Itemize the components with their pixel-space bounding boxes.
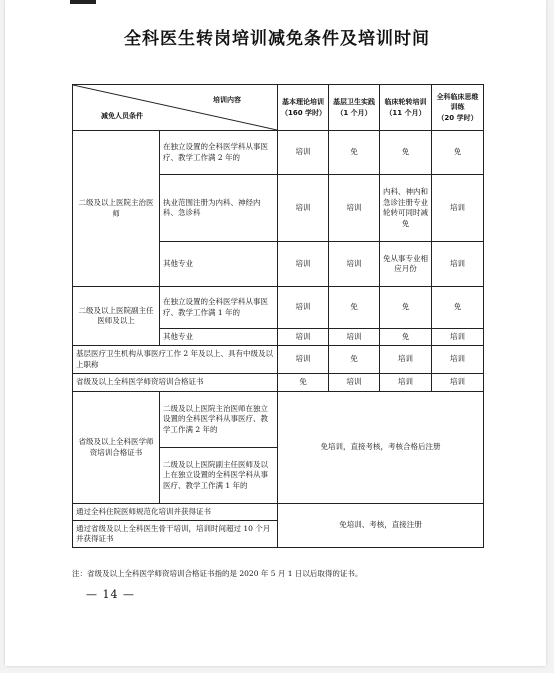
cell-thinking: 免 — [432, 287, 484, 329]
condition-cell: 二级及以上医院主治医师在独立设置的全科医学科从事医疗、教学工作满 2 年的 — [160, 392, 278, 448]
cell-rotation: 免 — [380, 131, 432, 175]
group-label: 二级及以上医院主治医师 — [73, 131, 160, 287]
diagonal-line — [73, 85, 277, 130]
cell-rotation: 免 — [380, 329, 432, 346]
header-reduction-conditions: 减免人员条件 — [101, 111, 143, 120]
cell-grassroots: 培训 — [329, 329, 380, 346]
diagonal-header-cell — [73, 85, 278, 131]
condition-cell: 省级及以上全科医学师资培训合格证书 — [73, 374, 278, 392]
table-footnote: 注：省级及以上全科医学师资培训合格证书指的是 2020 年 5 月 1 日以后取得的证书。 — [72, 569, 363, 578]
merged-result-cell: 免培训，直接考核，考核合格后注册 — [278, 392, 484, 504]
cell-theory: 培训 — [278, 287, 329, 329]
table-row — [73, 131, 484, 175]
condition-cell: 通过全科住院医师规范化培训并获得证书 — [73, 504, 278, 521]
table-row — [73, 346, 484, 374]
group-label: 省级及以上全科医学师资培训合格证书 — [73, 392, 160, 504]
cell-grassroots: 免 — [329, 346, 380, 374]
table-row — [73, 374, 484, 392]
condition-cell: 基层医疗卫生机构从事医疗工作 2 年及以上、具有中级及以上职称 — [73, 346, 278, 374]
condition-cell: 在独立设置的全科医学科从事医疗、教学工作满 2 年的 — [160, 131, 278, 175]
header-row — [73, 85, 484, 131]
cell-theory: 培训 — [278, 131, 329, 175]
cell-rotation: 培训 — [380, 374, 432, 392]
cell-rotation: 免从事专业相应月份 — [380, 242, 432, 287]
table-row — [73, 392, 484, 448]
cell-rotation: 培训 — [380, 346, 432, 374]
cell-thinking: 培训 — [432, 374, 484, 392]
condition-cell: 执业范围注册为内科、神经内科、急诊科 — [160, 175, 278, 242]
cell-theory: 培训 — [278, 346, 329, 374]
cell-grassroots: 免 — [329, 287, 380, 329]
condition-cell: 其他专业 — [160, 242, 278, 287]
cell-thinking: 培训 — [432, 346, 484, 374]
merged-result-cell: 免培训、考核，直接注册 — [278, 504, 484, 548]
cell-grassroots: 免 — [329, 131, 380, 175]
cell-thinking: 培训 — [432, 329, 484, 346]
col-header-grassroots: 基层卫生实践 （1 个月） — [329, 85, 380, 131]
cell-grassroots: 培训 — [329, 242, 380, 287]
cell-grassroots: 培训 — [329, 175, 380, 242]
group-label: 二级及以上医院副主任医师及以上 — [73, 287, 160, 346]
reduction-table — [72, 84, 484, 548]
condition-cell: 二级及以上医院副主任医师及以上在独立设置的全科医学科从事医疗、教学工作满 1 年的 — [160, 448, 278, 504]
cell-thinking: 免 — [432, 131, 484, 175]
cell-rotation: 免 — [380, 287, 432, 329]
header-mark — [70, 0, 96, 4]
cell-thinking: 培训 — [432, 175, 484, 242]
cell-grassroots: 培训 — [329, 374, 380, 392]
cell-theory: 培训 — [278, 329, 329, 346]
col-header-rotation: 临床轮转培训 （11 个月） — [380, 85, 432, 131]
cell-rotation: 内科、神内和急诊注册专业轮转可同时减免 — [380, 175, 432, 242]
table-row — [73, 287, 484, 329]
cell-theory: 培训 — [278, 242, 329, 287]
condition-cell: 其他专业 — [160, 329, 278, 346]
col-header-theory: 基本理论培训 （160 学时） — [278, 85, 329, 131]
header-training-content: 培训内容 — [213, 96, 241, 104]
cell-thinking: 培训 — [432, 242, 484, 287]
col-header-thinking: 全科临床思维训练 （20 学时） — [432, 85, 484, 131]
condition-cell: 在独立设置的全科医学科从事医疗、教学工作满 1 年的 — [160, 287, 278, 329]
page-number: — 14 — — [86, 588, 135, 601]
table-row — [73, 504, 484, 521]
condition-cell: 通过省级及以上全科医生骨干培训，培训时间超过 10 个月并获得证书 — [73, 521, 278, 548]
page-title: 全科医生转岗培训减免条件及培训时间 — [124, 29, 430, 49]
cell-theory: 免 — [278, 374, 329, 392]
cell-theory: 培训 — [278, 175, 329, 242]
